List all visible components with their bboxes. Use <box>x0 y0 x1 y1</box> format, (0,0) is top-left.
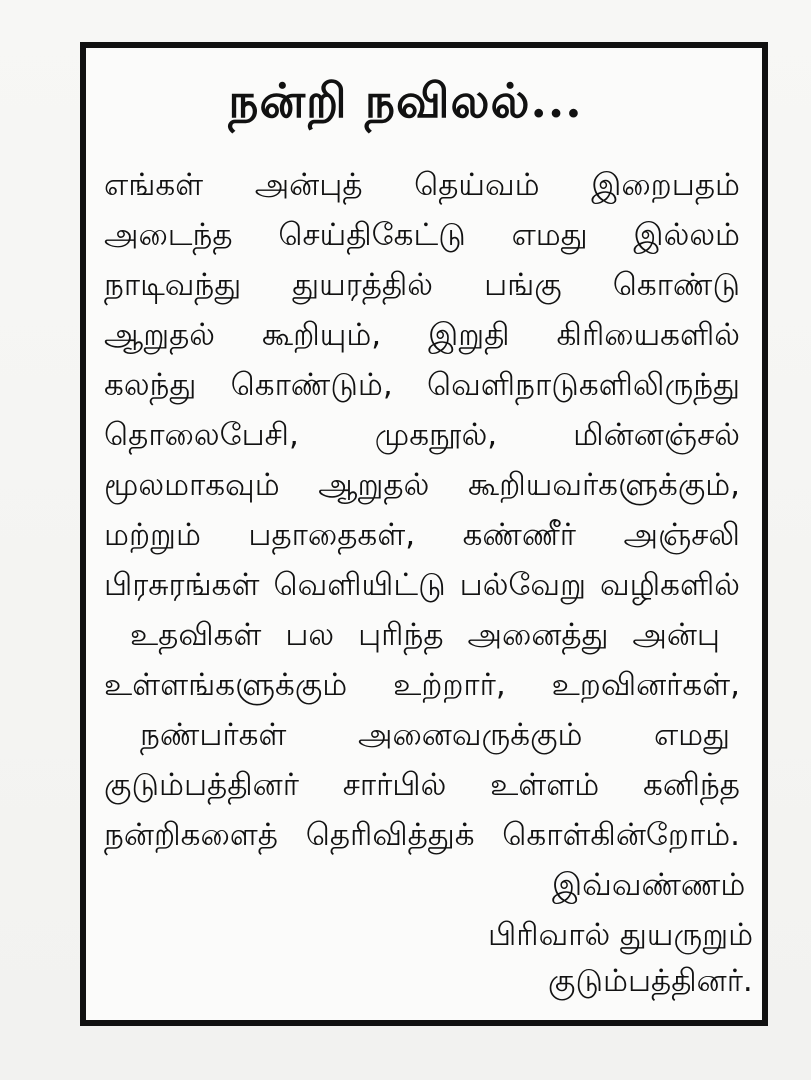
body-line-12: நண்பர்கள் அனைவருக்கும் எமது <box>140 717 730 753</box>
signature-line-1: இவ்வண்ணம் <box>552 867 746 903</box>
notice-title: நன்றி நவிலல்... <box>228 74 583 129</box>
body-line-2: அடைந்த செய்திகேட்டு எமது இல்லம் <box>104 217 740 253</box>
body-line-11: உள்ளங்களுக்கும் உற்றார், உறவினர்கள், <box>104 667 740 703</box>
body-line-9: பிரசுரங்கள் வெளியிட்டு பல்வேறு வழிகளில் <box>104 567 740 603</box>
signature-line-2: பிரிவால் துயருறும் <box>488 917 754 953</box>
body-line-7: மூலமாகவும் ஆறுதல் கூறியவர்களுக்கும், <box>104 467 740 503</box>
body-line-1: எங்கள் அன்புத் தெய்வம் இறைபதம் <box>104 167 740 203</box>
signature-line-3: குடும்பத்தினர். <box>548 963 753 999</box>
body-line-4: ஆறுதல் கூறியும், இறுதி கிரியைகளில் <box>104 317 740 353</box>
body-line-13: குடும்பத்தினர் சார்பில் உள்ளம் கனிந்த <box>104 767 740 803</box>
body-line-10: உதவிகள் பல புரிந்த அனைத்து அன்பு <box>130 617 720 653</box>
body-line-6: தொலைபேசி, முகநூல், மின்னஞ்சல் <box>104 417 740 453</box>
body-line-14: நன்றிகளைத் தெரிவித்துக் கொள்கின்றோம். <box>104 817 740 853</box>
body-line-3: நாடிவந்து துயரத்தில் பங்கு கொண்டு <box>104 267 740 303</box>
body-line-5: கலந்து கொண்டும், வெளிநாடுகளிலிருந்து <box>104 367 740 403</box>
body-line-8: மற்றும் பதாதைகள், கண்ணீர் அஞ்சலி <box>104 517 740 553</box>
